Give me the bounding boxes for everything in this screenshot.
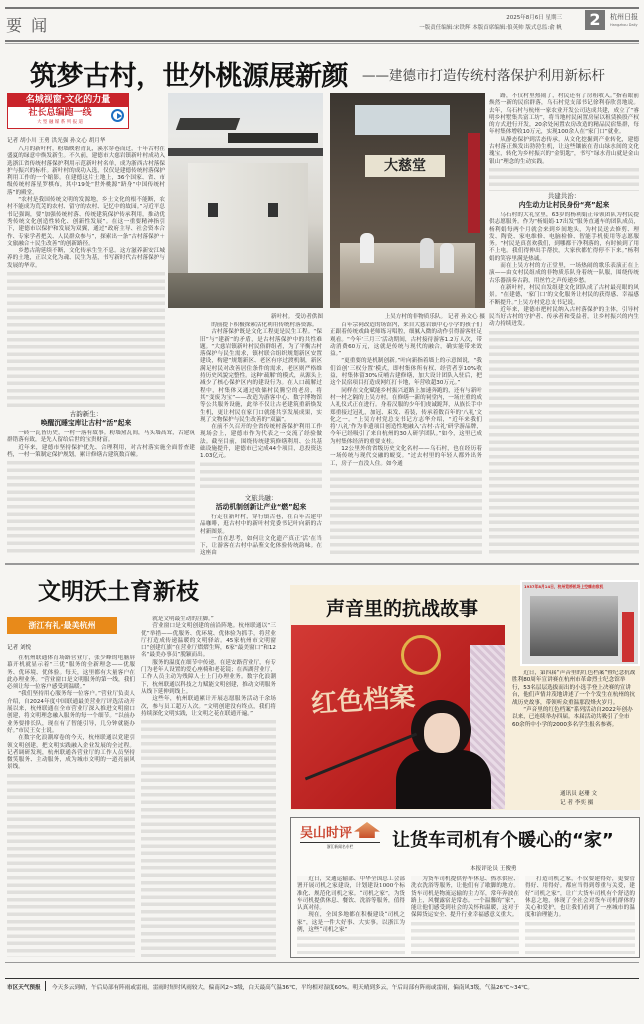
issue-date: 2025年8月6日 星期三	[506, 15, 562, 21]
paragraph: “我们坚持用心服务每一位客户。”营业厅负责人介绍，自2024年度中国联通最美营业厅评选活动开展以来，杭州联通在全市营业厅深入推进文明窗口创建，将文明理念融入服务的每一个细节。“以前办业务要排长队，现在有了智能引导，几分钟就能办好。”市民王女士说。	[7, 691, 135, 734]
series-banner	[7, 93, 129, 129]
paragraph: 现在，全国多地都在积极建设“司机之家”，这是一件大好事、大实事。以浙江为例，这些“司机之家”	[297, 912, 405, 934]
commentary-col-3	[525, 876, 635, 954]
paragraph: 在数字化浪潮席卷的今天，杭州联通以党建引领文明创建，把文明实践融入企业发展的全过程。记者调研发现，杭州联通各营业厅的工作人员坚持微笑服务、主动服务，成为城市文明的一道亮丽风景线。	[7, 735, 135, 771]
weather-label: 市区天气预报	[7, 985, 41, 991]
play-icon	[111, 109, 124, 122]
paragraph: 一砖一瓦皆历史，一村一落有故事。粉墙黛瓦间，马头墙高耸，古建筑群错落有致，是先人留给后世的宝贵财富。	[7, 430, 195, 444]
paragraph: 这些年，杭州联通累计开展志愿服务活动千余场次，参与员工超万人次。“文明创建没有终点，我们将持续深化文明实践，让文明之花在联通开遍。”	[141, 696, 276, 717]
paragraph: 近日，第四届“声音里的红色档案”暨纪念抗战胜利80周年宣讲赛在杭州市革命烈士纪念馆举行，53名层层选拔而出的小选手登上决赛的宣讲台，他们声情并茂地讲述了一个个发生在杭州的抗战历史故事，带领听众重温那段烽火岁月。	[512, 670, 636, 706]
paragraph: 在杭州联通体育场路营业厅，张少峰的电脑屏幕开机就显示着“三优”服务的全新理念——优服务、优环境、优体验。每天，这里都有大量客户在此办理业务。“营业窗口是文明服务的第一线，我们必须让每一位客户感受到温暖。”	[7, 655, 135, 691]
civility-col-2	[141, 616, 276, 957]
voice-credit-2: 记 者 李奕 摄	[560, 800, 594, 806]
voice-photo	[291, 625, 505, 809]
newspaper-logo-en: Hangzhou Daily	[610, 23, 638, 27]
paragraph: 从静态保护到活态传承，从文化挖掘到产业转化，建德古村落正焕发出勃勃生机，让这些镶嵌在青山绿水间的文化瑰宝，转化为乡村振兴的“金钥匙”，书写“绿水青山就是金山银山”理念的生动实践。	[489, 136, 639, 165]
civility-banner: 浙江有礼·最美杭州	[7, 617, 117, 634]
lead-col-2	[200, 322, 322, 492]
lead-col-3	[330, 322, 482, 556]
editors-line: 一版责任编辑:宋铁辉 本版首席编辑:俍英帅 版式总监:俞 帆	[419, 25, 562, 31]
paragraph: 百年宗祠改造的场馆内，来自大慈岩镇中心小学的孩子们正跟着传统戏曲老师练习唱腔，细腻入微的动作引得游客驻足观看。“今年‘三月三’活动期间，古村接待游客1.2万人次，带动消费60万元，这就是传统与现代的融合，确实能带来效益。”	[330, 322, 482, 358]
page-number: 2	[585, 10, 605, 30]
paragraph: 而在上吴方村的方正堂里，一场热闹的歌乐表演正在上演——由女村民组成的非物质乐队身着统一队服，围绕传统古乐器演奏古韵，用丝竹之声传递乡愁。	[489, 263, 639, 284]
subhead-1b: 唤醒沉睡宝库让古村“活”起来	[7, 419, 165, 428]
paragraph: “声音里的红色档案”系列活动自2022年创办以来，已连续举办四届。本届活动共吸引了全市60余所中小学的2000多名学生报名参赛。	[512, 707, 633, 728]
commentary-byline: 本报评论员 王俊勇	[470, 866, 517, 872]
paragraph: 12公里外的省级历史文化名村——乌石村，也在经历着一场传统与现代交融的蜕变。“过去村里的年轻人都外出务工，房子一直没人住。如今通	[330, 446, 482, 467]
paragraph: 打造司机之家，不仅要建得好，更要管得好、用得好。都应当得到尊重与关爱，建好“司机之家”，让广大货车司机有个舒适的休息之地，体现了全社会对货车司机群体的关心和爱护，也让我们看到了一座城市的温度和治理能力。	[525, 876, 635, 919]
lead-subtitle: ——建德市打造传统村落保护利用新标杆	[362, 68, 605, 84]
paragraph: 一直在思考，如何让文化遗产真正‘活’在当下，让游客在古村中品鉴文化体验传统韵味。在这座由	[200, 535, 322, 556]
subhead-2a: 文旅共融：	[200, 494, 322, 503]
subhead-3a: 共建共治：	[489, 192, 639, 201]
commentary-col-1	[297, 876, 405, 954]
newspaper-logo: 杭州日报	[610, 13, 638, 21]
photo-xinye-village	[168, 93, 323, 308]
paragraph: 古村落保护既是文化工程更是民生工程。“保旧”与“建新”的矛盾，是古村落保护中的共性难题。“大慈岩镇新叶村民俗群组者，为了平衡古村落保护与民生需求，镇村联合组织规划新区安置建设，构建“规划新区、老区有序过渡机制，新区满足村民对改善居住条件的需求，老区则严格维持历史风貌完整性。这种‘疏解’的模式，从源头上减少了核心保护区内的建设行为。在人口疏解过程中，村集体又通过收储村民腾空的老房，将其“变废为宝”——改造为游客中心、数字博物馆等公共服务设施，此举不仅让古老建筑重新焕发生机，更让村民在家门口就能共享发展成果，实现了文物保护与民生改善的“双赢”。	[200, 329, 322, 423]
civility-headline: 文明沃土育新枝	[38, 579, 199, 605]
commentary-column-logo: 吴山时评	[300, 826, 353, 841]
photo-lettering: 红色档案	[310, 682, 417, 720]
paragraph: 乡愁古韵延续不断，文化传承生生不息。这方滋养新安江城养的土地，正以文化为魂、民生为基，书写新时代古村落保护与发展的华章。	[7, 248, 165, 269]
lead-headline: 筑梦古村，世外桃源展新颜	[30, 61, 348, 92]
paragraph: “农村是我国传统文明的发源地，乡土文化的根不能断，农村不能成为荒芜的农村、留守的农村、记忆中的故园。”习近平总书记强调，要“加强传统村落、传统建筑保护传承利用，推动优秀传统文化创造性转化、创新性发展”。在这一重要精神指引下，建德市以保护和发展为双翼，通过“政府主导、社会资本合作、专家学者把关、人民群众参与”，探索出一条“古村落保护＋文旅融合＋民生改善”的创新路径。	[7, 197, 165, 247]
series-top: 名城视窗·文化的力量	[8, 94, 128, 107]
voice-headline: 声音里的抗战故事	[326, 598, 479, 620]
series-mid: 社长总编跑一线	[28, 108, 92, 118]
voice-text	[512, 670, 636, 790]
photo-shangwufang-band	[330, 93, 485, 308]
lead-col-2b	[200, 514, 322, 556]
paragraph: 八月的新叶村，粉墙映碧青瓦，溪水穿巷而过，千年古村在盛夏的绿意中焕发新生。不久前，建德市大慈岩镇新叶村成功入选浙江省传统村落保护利用示范新叶村名单，成为浙西古村落保护与振兴的标杆。新叶村的成功入选，仅仅是建德传统村落保护利用工作的一个缩影。在建德这片土地上，36个国家、省、市级传统村落星罗棋布，其中19处“世外桃源”跻身“中国传统村落”的殿堂。	[7, 146, 165, 196]
plaque: 大慈堂	[365, 155, 445, 177]
inset-caption: 1937年8月14日，杭州笕桥机场上空痛击敌机	[524, 584, 604, 589]
paragraph: 服务的温度在细节中传递。在延安路营业厅，有专门为老年人设置的爱心座椅和老花镜；在西湖营业厅，工作人员主动为残障人士上门办理业务。数字化浪潮下，杭州联通以科技之力赋能文明创建，推动文明服务从线下延伸到线上。	[141, 659, 276, 695]
commentary-headline: 让货车司机有个暖心的“家”	[392, 830, 614, 851]
photo2-caption: 上吴方村的非物质乐队。 记者 孙文心 摄	[384, 314, 485, 320]
paragraph: 营业窗口是文明创建的前沿阵地。杭州联通以“三优”举措——优服务、优环境、优体验为抓手，将营业厅打造成传递温暖的文明驿站。45家杭州市文明窗口“创建红旗”在营业厅熠熠生辉，6家“最美窗口”和12名“最美办事员”脱颖而出。	[141, 623, 276, 659]
commentary-column-sub: 浙江新闻名专栏	[300, 842, 380, 850]
subhead-3b: 内生动力让村民身份“亮”起来	[489, 201, 639, 210]
civility-byline: 记者 刘悦	[7, 645, 32, 651]
lead-col-4b	[489, 212, 639, 556]
paragraph: 在前不久召开的全省传统村落保护利用工作现场会上，建德市作为代表之一交流了经验做法。截至目前，围绕传统建筑修缮利用、公共基础设施提升，建德市已完成44个项目，总投资达1.03亿元。	[200, 424, 322, 460]
paragraph: 就是文明最生动的注脚。”	[141, 616, 276, 623]
paragraph: 近日，交通运输部、中华全国总工会部署开展司机之家建设，计划建设1000个标准化、规范化司机之家。“司机之家”，为货车司机提供休息、餐饮、洗浴等服务，值得认真对待。	[297, 876, 405, 912]
series-bottom: 大 型 融 媒 系 列 报 道	[36, 120, 83, 125]
paragraph: “更重要的是机制创新。”叶向新指着墙上的示意图说，“我们首创‘三权分置’模式，即村集体所有权、经营者享10%收益，村集体留30%反哺古建修缮，加大设计团队入驻后，把这个民宿项目打造成网红打卡地，年营收超30万元。”	[330, 358, 482, 387]
paragraph: 行走在新叶村，穿行镇古巷，在百年古建中品咖啡，逛古村中的新叶村党委书记叶向新的古村新图景。	[200, 514, 322, 535]
paragraph: 近年来，建德市把村民纳入古村落保护的主体，引导村民当好古村的守护者、传承者和受益者，让乡村振兴的内生动力持续迸发。	[489, 306, 639, 328]
lead-byline: 记者 胡小川 王勇 洪光强 孙文心 胡月华	[7, 138, 106, 144]
lead-col-4	[489, 93, 639, 191]
paragraph: 同样在文化赋能乡村振兴道路上加速奔跑的，还有与新叶村一村之隔的上吴方村。在修缮一新的祠堂内，一场庄重的成人礼仪式正在进行。身着汉服的少年们虔诚跪拜，从族长手中郑重接过冠礼，加冠、束发、着装，传承着数百年的‘八礼’文化之一。“上吴方村党总支书记方志华介绍，“近年来我们将‘八礼’作为非遗项目创造性地融入‘古村·古礼’研学游品牌，今年已经吸引了来自杭州的30人研学团队。”如今，这里已成为村集体经济的重要支柱。	[330, 387, 482, 445]
lead-col-1b	[7, 430, 195, 556]
paragraph: 近年来，建德市坚持保护优先、合理利用，对古村落实施全面普查建档，一村一策制定保护规划，累计修缮古建筑数百幢。	[7, 444, 195, 458]
paragraph: 路，不仅村里热闹了，村民还有了房租收入。”指着眼前焕然一新的民宿群落，乌石村党支部书记徐利春欣喜地说。去年，乌石村与杭州一家农业开发公司达成共建，成立了“睿明乡村墅集共富工坊”，将当地村民闲置房屋以租赁换股产权的方式进行开发，20余处闲置农房改造的精品民宿集群，每年村集体增收10万元，实现100余人在“家门口”就业。	[489, 93, 639, 136]
paragraph: 为货车司机提供停车休息、热水供应、洗衣洗浴等服务，让他们有了歇脚的地方。货车司机是物流运输的主力军，常年奔波在路上，风餐露宿是常态。一个温馨的“家”，能让他们感受到社会的关怀和温暖，这对于保障货运安全、提升行业幸福感意义重大。	[411, 876, 519, 919]
civility-col-1	[7, 655, 135, 957]
weather-text: 今天多云到晴，午后局部有阵雨或雷雨，雷雨时短时风雨较大，偏南风2~3级，白天最高气温36℃，平均相对湿度60%。明天晴到多云，午后局部有阵雨或雷雨，偏南风3级，气温26℃~34℃。	[52, 985, 534, 991]
voice-credit-1: 通讯员 赵珊 文	[560, 791, 598, 797]
voice-inset-photo	[520, 580, 640, 666]
paragraph: 乌石村的大礼堂里，63岁的杨利娟正带领团队为村民提供志愿服务。作为“杨娟娟·17出发”服务直通车的团队成员，杨利娟每两个月就会来到乡间地头，为村民送去修剪、理发、陶瓷、家电维修、电脑检修、智能手机使用等志愿服务。“村民是真喜欢我们，到哪都干净利落的，有时候到了用不上电。我们得伸出手帮扶，大家伙都忙得停不下来。”杨利娟的笑容里满是热诚。	[489, 212, 639, 262]
commentary-col-2	[411, 876, 519, 954]
paragraph: 的前提下积极探索活化利用传统村落资源。	[200, 322, 322, 329]
subhead-2b: 活动机制创新让产业“燃”起来	[200, 503, 322, 512]
section-title: 要 闻	[6, 16, 50, 35]
subhead-1a: 古韵新生：	[7, 410, 165, 419]
paragraph: 在新叶村，村民自发组建文化团队成了古村最亮眼的风景。“在建德，‘家门口’的文化服务让村民的获得感、幸福感不断提升。”上吴方村党总支书记说。	[489, 284, 639, 306]
lead-col-1	[7, 146, 165, 408]
photo1-caption: 新叶村。 受访者供图	[270, 314, 323, 320]
